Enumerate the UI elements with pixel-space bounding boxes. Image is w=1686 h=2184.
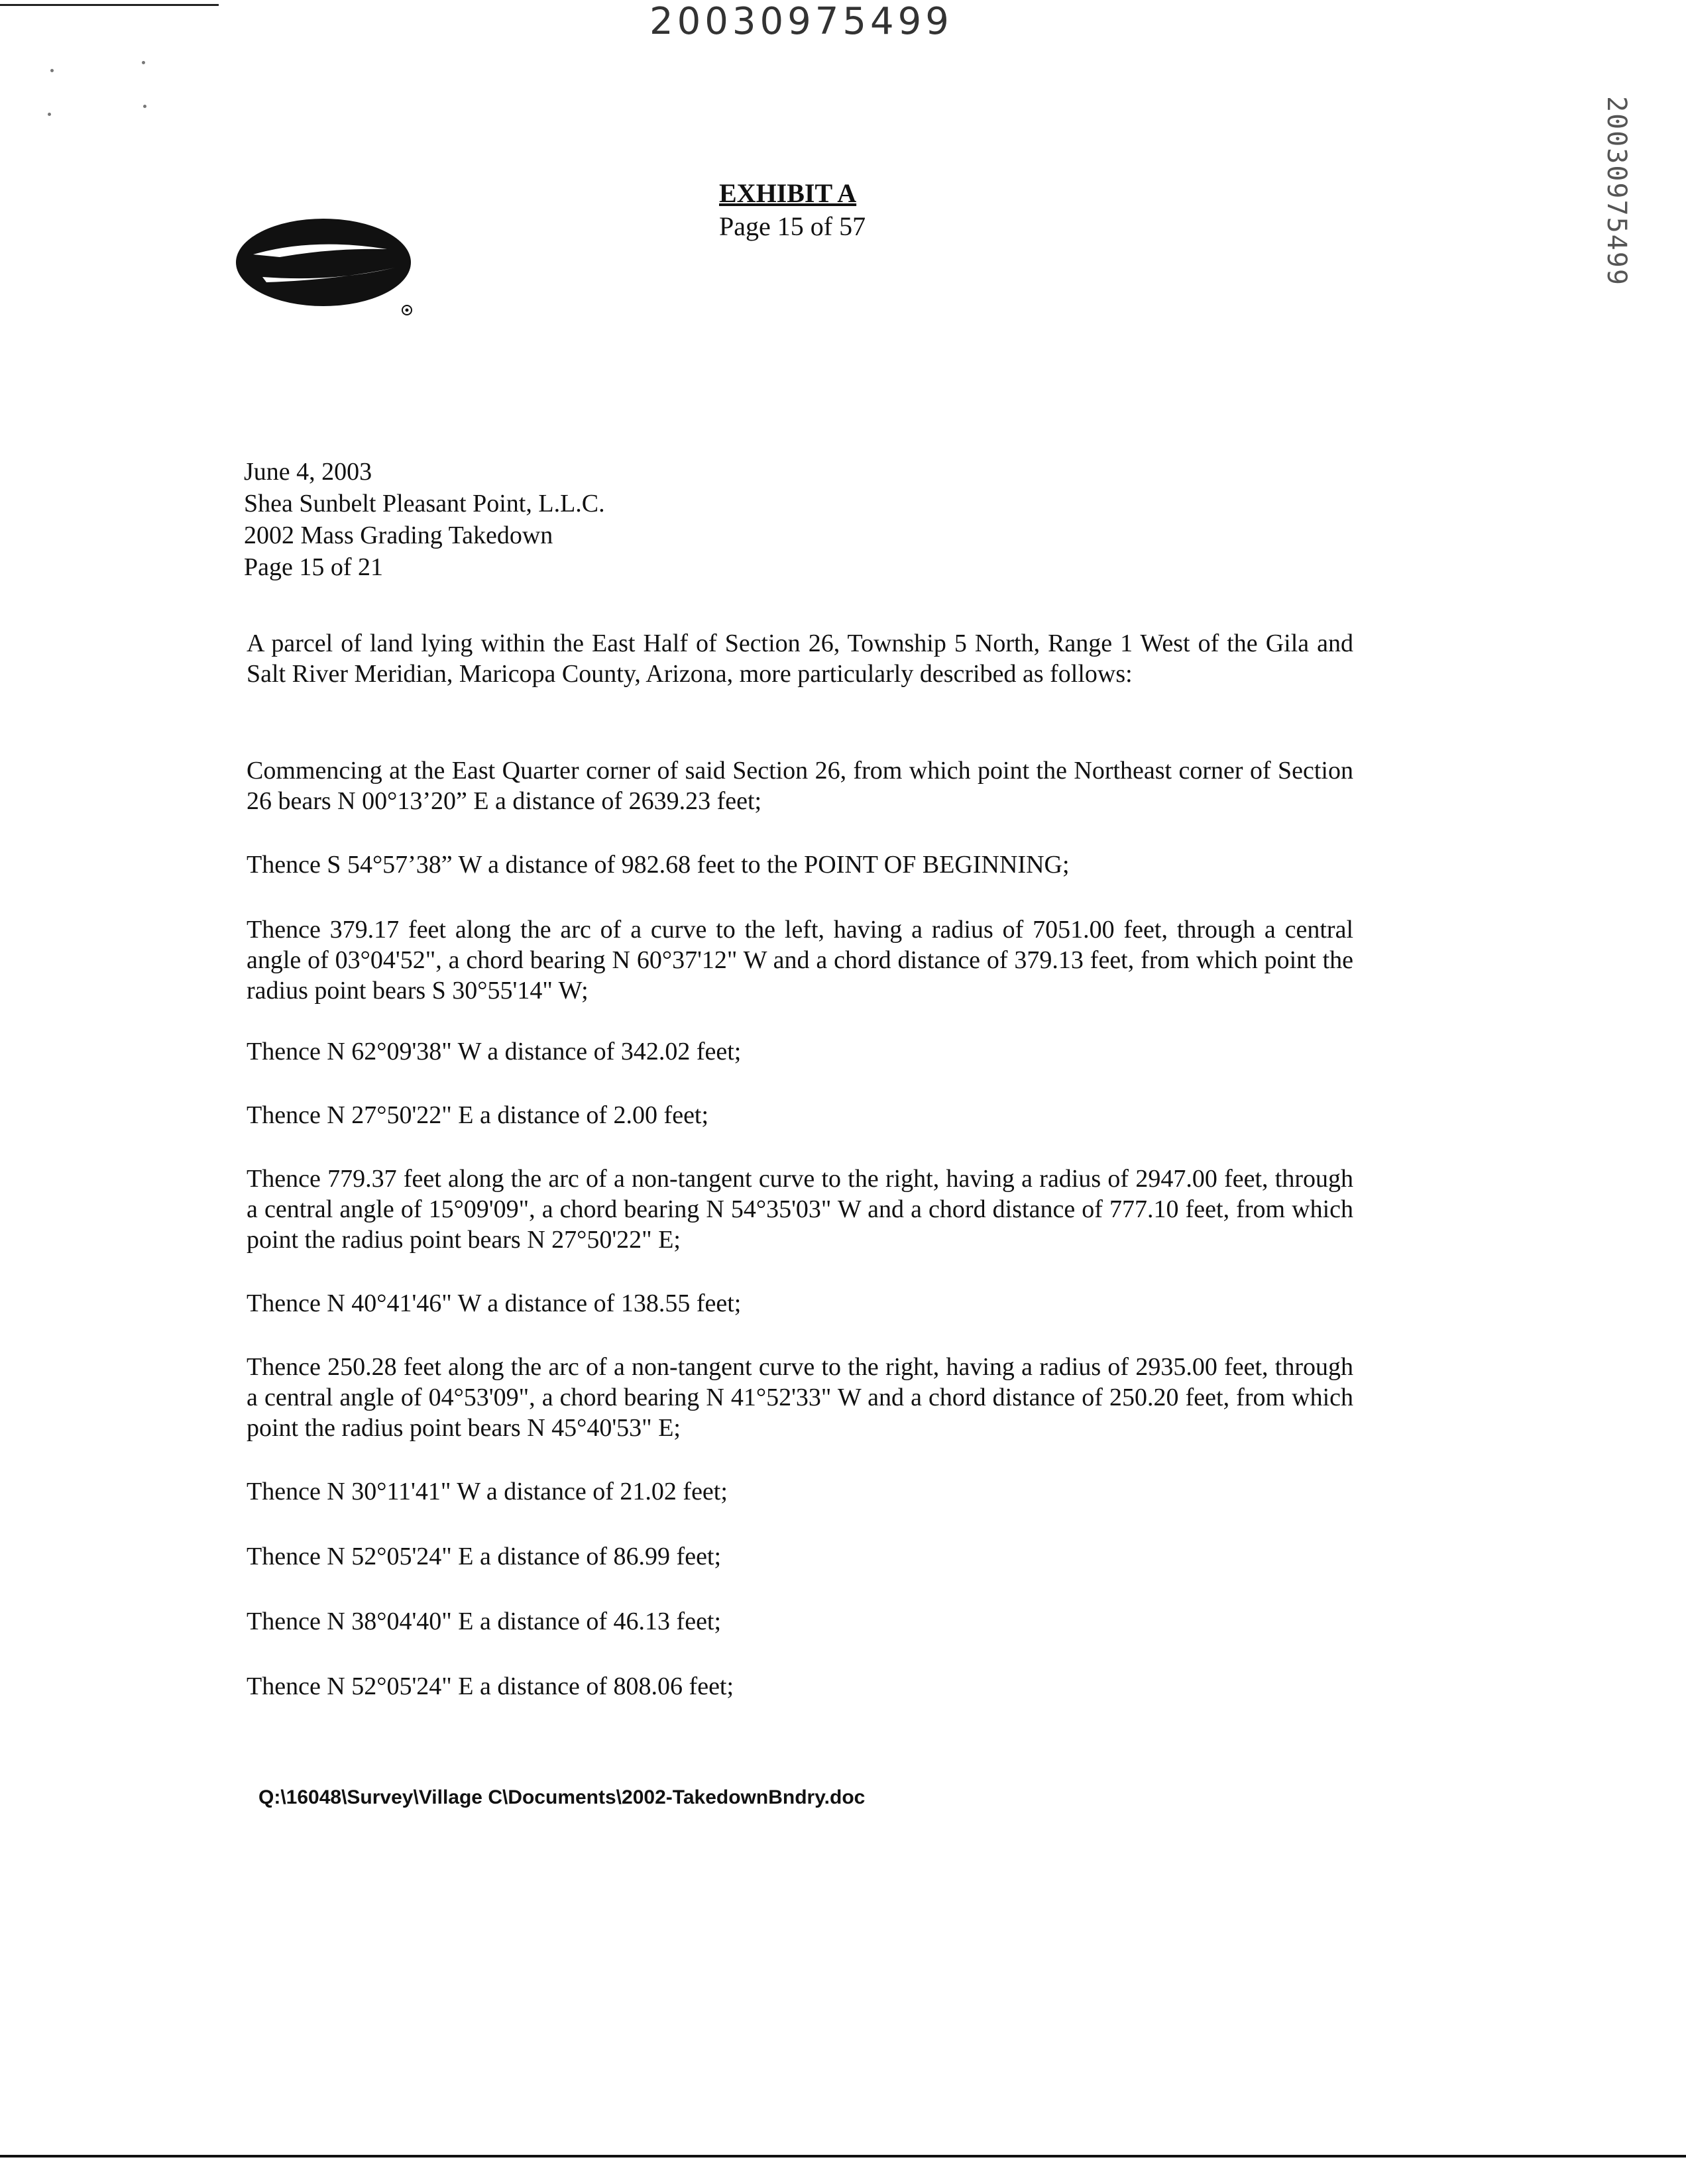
document-date: June 4, 2003	[244, 458, 372, 486]
course-5: Thence N 40°41'46" W a distance of 138.55 feet;	[247, 1289, 742, 1317]
course-9: Thence N 38°04'40" E a distance of 46.13 feet;	[247, 1608, 722, 1635]
course-7: Thence N 30°11'41" W a distance of 21.02 feet;	[247, 1478, 728, 1505]
commencing-paragraph: Commencing at the East Quarter corner of said Section 26, from which point the Northeast corner of Section 26 bears N 00°13’20” E a distance of 2639.23 feet;	[247, 757, 1353, 815]
exhibit-title: EXHIBIT A	[719, 178, 857, 208]
course-10: Thence N 52°05'24" E a distance of 808.06 feet;	[247, 1672, 734, 1700]
scan-speck	[142, 61, 145, 64]
exhibit-page-number: Page 15 of 57	[719, 211, 866, 241]
curve-course-1: Thence 379.17 feet along the arc of a curve to the left, having a radius of 7051.00 feet, through a central angle of 03°04'52", a chord bearing N 60°37'12" W and a chord distance of 379.13 feet, from which point the radius point bears S 30°55'14" W;	[247, 916, 1353, 1005]
document-header	[244, 456, 605, 583]
course-2: Thence N 62°09'38" W a distance of 342.02 feet;	[247, 1038, 742, 1065]
curve-course-4: Thence 779.37 feet along the arc of a non-tangent curve to the right, having a radius of 2947.00 feet, through a central angle of 15°09'09", a chord bearing N 54°35'03" W and a chord distance of 777.10 feet, from which point the radius point bears N 27°50'22" E;	[247, 1165, 1353, 1254]
scan-speck	[50, 69, 54, 72]
shea-homes-logo-icon	[233, 216, 419, 317]
scan-speck	[48, 113, 51, 116]
bottom-scan-rule	[0, 2155, 1686, 2157]
top-scan-rule	[0, 4, 219, 6]
course-3: Thence N 27°50'22" E a distance of 2.00 feet;	[247, 1101, 709, 1129]
description-page-number: Page 15 of 21	[244, 553, 384, 581]
curve-course-6: Thence 250.28 feet along the arc of a non-tangent curve to the right, having a radius of 2935.00 feet, through a central angle of 04°53'09", a chord bearing N 41°52'33" W and a chord distance of 250.20 feet, from which point the radius point bears N 45°40'53" E;	[247, 1353, 1353, 1442]
scan-speck	[143, 105, 146, 108]
legal-description-intro: A parcel of land lying within the East Half of Section 26, Township 5 North, Range 1 West of the Gila and Salt River Meridian, Maricopa County, Arizona, more particularly described as follows:	[247, 629, 1353, 688]
point-of-beginning-course: Thence S 54°57’38” W a distance of 982.68 feet to the POINT OF BEGINNING;	[247, 851, 1070, 879]
company-name: Shea Sunbelt Pleasant Point, L.L.C.	[244, 490, 605, 518]
document-file-path: Q:\16048\Survey\Village C\Documents\2002-TakedownBndry.doc	[258, 1786, 866, 1808]
recording-number: 20030975499	[649, 0, 953, 43]
project-name: 2002 Mass Grading Takedown	[244, 521, 553, 549]
course-8: Thence N 52°05'24" E a distance of 86.99 feet;	[247, 1543, 722, 1570]
side-recording-stamp: 20030975499	[1601, 95, 1632, 286]
